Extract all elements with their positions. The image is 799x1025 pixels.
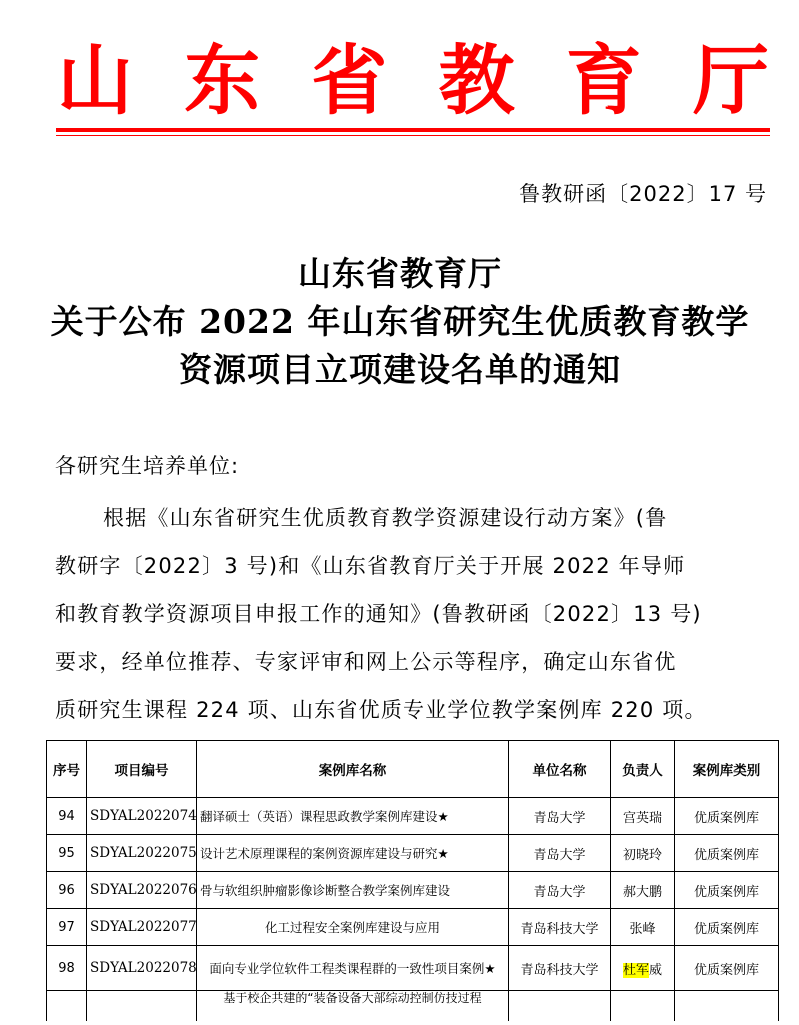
masthead-char: 东 [184,36,261,125]
masthead-char: 山 [57,36,133,125]
title-line-1: 山东省教育厅 [298,254,502,293]
cell-no: 96 [47,872,87,909]
table-row [47,835,779,872]
table-row [47,872,779,909]
masthead-char: 厅 [692,36,769,125]
header-code: 项目编号 [87,741,197,798]
cell-name: 化工过程安全案例库建设与应用 [197,909,509,946]
cell-lead: 张峰 [611,909,675,946]
cell-name: 面向专业学位软件工程类课程群的一致性项目案例★ [197,946,509,991]
cell-no: 94 [47,798,87,835]
cell-code: SDYAL2022075 [87,835,197,872]
red-rule-thick [56,128,770,132]
cell-code: SDYAL2022077 [87,909,197,946]
table-row [47,909,779,946]
cell-name-partial: 基于校企共建的“装备设备大部综动控制仿技过程 [197,991,509,1022]
body-line: 和教育教学资源项目申报工作的通知》(鲁教研函〔2022〕13 号) [55,602,702,626]
cell-code: SDYAL2022078 [87,946,197,991]
header-unit: 单位名称 [509,741,611,798]
title-line-3: 资源项目立项建设名单的通知 [179,350,621,389]
body-line: 根据《山东省研究生优质教育教学资源建设行动方案》(鲁 [103,506,668,530]
cell-category: 优质案例库 [675,946,779,991]
cell-category: 优质案例库 [675,872,779,909]
cell-no: 98 [47,946,87,991]
cell-unit: 青岛科技大学 [509,909,611,946]
cell-name: 骨与软组织肿瘤影像诊断整合教学案例库建设 [197,872,509,909]
cell-unit: 青岛大学 [509,872,611,909]
body-line: 要求，经单位推荐、专家评审和网上公示等程序，确定山东省优 [55,650,677,674]
header-category: 案例库类别 [675,741,779,798]
cell-unit: 青岛大学 [509,835,611,872]
red-rule-thin [56,135,770,136]
cell-lead: 郝大鹏 [611,872,675,909]
cell-category: 优质案例库 [675,909,779,946]
masthead-char: 育 [565,36,642,125]
highlighted-text: 杜军 [622,962,649,978]
cell-name: 设计艺术原理课程的案例资源库建设与研究★ [197,835,509,872]
cell-unit: 青岛科技大学 [509,946,611,991]
body-paragraph [55,494,771,734]
cell-no: 95 [47,835,87,872]
cell-unit: 青岛大学 [509,798,611,835]
table-row [47,798,779,835]
header-no: 序号 [47,741,87,798]
body-line: 教研字〔2022〕3 号)和《山东省教育厅关于开展 2022 年导师 [55,554,686,578]
header-lead: 负责人 [611,741,675,798]
cell-no: 97 [47,909,87,946]
table-row [47,946,779,991]
cell-code: SDYAL2022076 [87,872,197,909]
lead-rest: 威 [649,962,663,978]
cell-category: 优质案例库 [675,798,779,835]
masthead [56,36,770,125]
title-line-2: 关于公布 2022 年山东省研究生优质教育教学 [50,302,750,341]
table-header-row [47,741,779,798]
body-line: 质研究生课程 224 项、山东省优质专业学位教学案例库 220 项。 [55,698,707,722]
cell-code: SDYAL2022074 [87,798,197,835]
cell-category: 优质案例库 [675,835,779,872]
header-name: 案例库名称 [197,741,509,798]
masthead-char: 教 [438,36,515,125]
addressee: 各研究生培养单位: [55,454,240,478]
document-number: 鲁教研函〔2022〕17 号 [519,182,767,206]
cell-name: 翻译硕士（英语）课程思政教学案例库建设★ [197,798,509,835]
cell-lead [611,946,675,991]
masthead-char: 省 [311,36,388,125]
project-table [46,740,779,1021]
cell-lead: 宫英瑞 [611,798,675,835]
table-row-partial [47,991,779,1022]
cell-lead: 初晓玲 [611,835,675,872]
